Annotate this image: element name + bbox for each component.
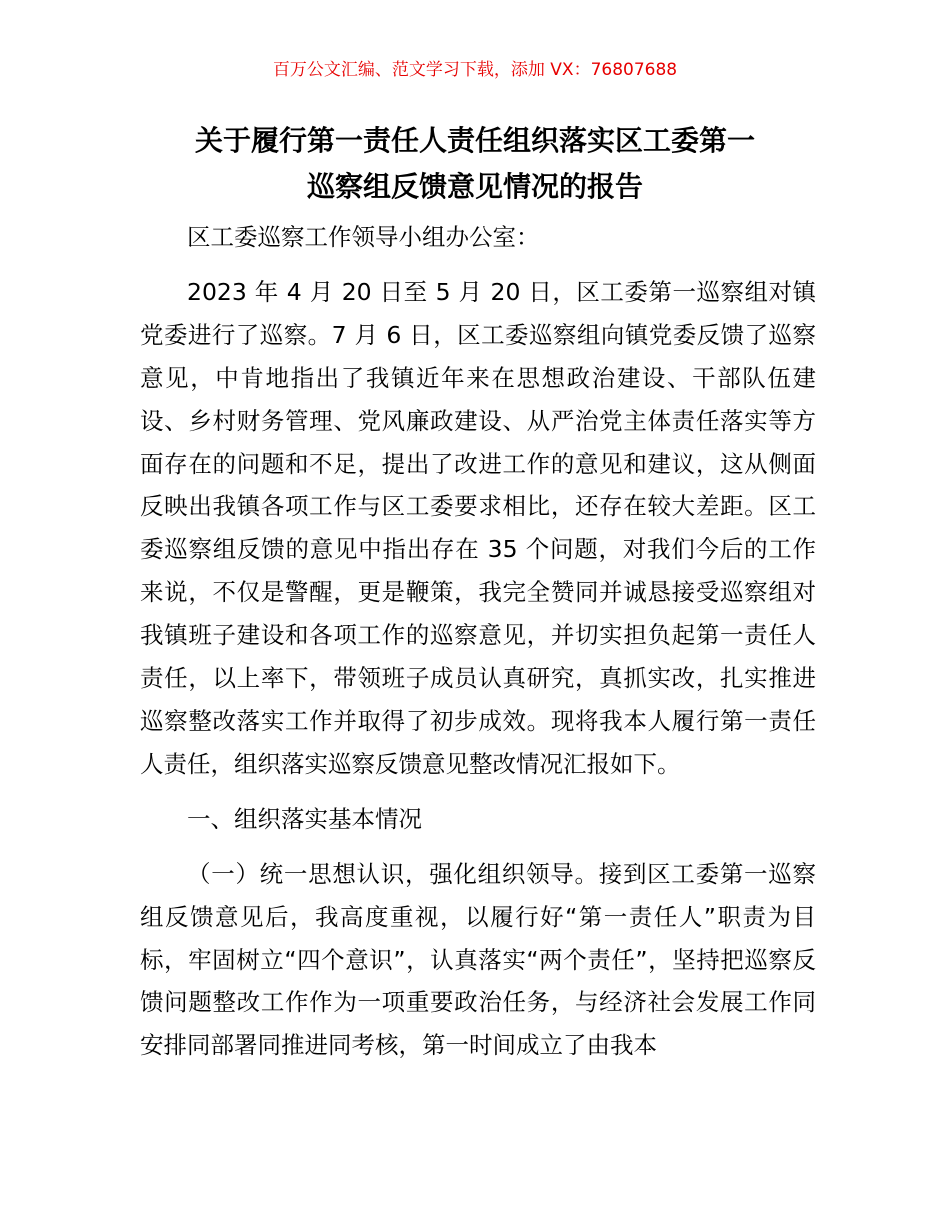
paragraph-section1-item1: （一）统一思想认识，强化组织领导。接到区工委第一巡察组反馈意见后，我高度重视，以履行好“第一责任人”职责为目标，牢固树立“四个意识”，认真落实“两个责任”，坚持把巡察反馈问题整改工作作为一项重要政治任务，与经济社会发展工作同安排同部署同推进同考核，第一时间成立了由我本 [140, 859, 816, 1060]
salutation: 区工委巡察工作领导小组办公室： [187, 223, 540, 251]
document-title [110, 118, 840, 210]
promo-banner: 百万公文汇编、范文学习下载，添加 VX：76807688 [272, 60, 678, 80]
document-body [140, 216, 816, 1067]
title-line-1: 关于履行第一责任人责任组织落实区工委第一 [194, 124, 755, 157]
title-line-2: 巡察组反馈意见情况的报告 [306, 170, 643, 203]
section-heading: 一、组织落实基本情况 [187, 804, 422, 833]
paragraph-intro: 2023 年 4 月 20 日至 5 月 20 日，区工委第一巡察组对镇党委进行了巡察。7 月 6 日，区工委巡察组向镇党委反馈了巡察意见，中肯地指出了我镇近年来在思想政治建设、干部队伍建设、乡村财务管理、党风廉政建设、从严治党主体责任落实等方面存在的问题和不足，提出了改进工作的意见和建议，这从侧面反映出我镇各项工作与区工委要求相比，还存在较大差距。区工委巡察组反馈的意见中指出存在 35 个问题，对我们今后的工作来说，不仅是警醒，更是鞭策，我完全赞同并诚恳接受巡察组对我镇班子建设和各项工作的巡察意见，并切实担负起第一责任人责任，以上率下，带领班子成员认真研究，真抓实改，扎实推进巡察整改落实工作并取得了初步成效。现将我本人履行第一责任人责任，组织落实巡察反馈意见整改情况汇报如下。 [140, 277, 816, 778]
